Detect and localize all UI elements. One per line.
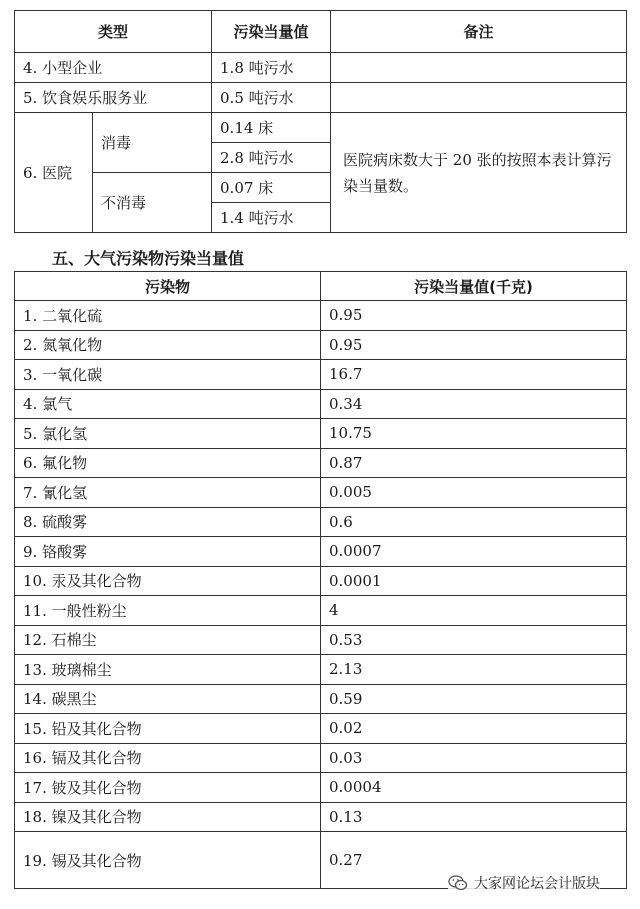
pollutant-value: 10.75 <box>321 419 627 449</box>
row-note <box>331 83 627 113</box>
air-pollutant-table <box>14 271 627 889</box>
row-note <box>331 53 627 83</box>
header-equivalent-value: 污染当量值 <box>212 11 331 53</box>
air-table-body <box>15 301 627 889</box>
pollutant-value: 0.02 <box>321 714 627 744</box>
water-pollutant-table <box>14 10 627 233</box>
pollutant-name: 19. 锡及其化合物 <box>15 832 321 889</box>
pollutant-name: 12. 石棉尘 <box>15 625 321 655</box>
pollutant-value: 0.34 <box>321 389 627 419</box>
section-title: 五、大气污染物污染当量值 <box>52 249 245 268</box>
table-row <box>15 448 627 478</box>
pollutant-name: 17. 铍及其化合物 <box>15 773 321 803</box>
table-row <box>15 330 627 360</box>
pollutant-name: 16. 镉及其化合物 <box>15 743 321 773</box>
pollutant-value: 0.0001 <box>321 566 627 596</box>
pollutant-name: 6. 氟化物 <box>15 448 321 478</box>
header-remarks: 备注 <box>331 11 627 53</box>
row-value: 1.4 吨污水 <box>212 203 331 233</box>
pollutant-name: 14. 碳黑尘 <box>15 684 321 714</box>
table-row <box>15 113 627 143</box>
pollutant-value: 0.95 <box>321 330 627 360</box>
row-value: 0.07 床 <box>212 173 331 203</box>
table-row <box>15 507 627 537</box>
pollutant-name: 11. 一般性粉尘 <box>15 596 321 626</box>
header-equivalent-kg: 污染当量值(千克) <box>321 272 627 301</box>
pollutant-name: 18. 镍及其化合物 <box>15 802 321 832</box>
watermark-text: 大家网论坛会计版块 <box>474 876 600 892</box>
pollutant-name: 3. 一氧化碳 <box>15 360 321 390</box>
pollutant-value: 0.03 <box>321 743 627 773</box>
pollutant-value: 0.95 <box>321 301 627 331</box>
row-value: 1.8 吨污水 <box>212 53 331 83</box>
row-value: 2.8 吨污水 <box>212 143 331 173</box>
table-row <box>15 596 627 626</box>
pollutant-value: 16.7 <box>321 360 627 390</box>
pollutant-value: 0.0004 <box>321 773 627 803</box>
row-type: 4. 小型企业 <box>15 53 212 83</box>
table-row <box>15 360 627 390</box>
hospital-label: 6. 医院 <box>15 113 93 233</box>
pollutant-value: 2.13 <box>321 655 627 685</box>
table-row <box>15 802 627 832</box>
pollutant-value: 0.87 <box>321 448 627 478</box>
wechat-icon <box>448 874 468 892</box>
table-row <box>15 625 627 655</box>
pollutant-name: 1. 二氧化硫 <box>15 301 321 331</box>
pollutant-value: 0.53 <box>321 625 627 655</box>
pollutant-value: 0.6 <box>321 507 627 537</box>
disinfect-label: 消毒 <box>93 113 212 173</box>
pollutant-value: 0.59 <box>321 684 627 714</box>
table-row <box>15 419 627 449</box>
table-row <box>15 389 627 419</box>
header-pollutant: 污染物 <box>15 272 321 301</box>
table-row <box>15 83 627 113</box>
table-row <box>15 53 627 83</box>
table-row <box>15 478 627 508</box>
row-value: 0.14 床 <box>212 113 331 143</box>
table-row <box>15 773 627 803</box>
no-disinfect-label: 不消毒 <box>93 173 212 233</box>
table-row <box>15 566 627 596</box>
pollutant-name: 13. 玻璃棉尘 <box>15 655 321 685</box>
pollutant-value: 4 <box>321 596 627 626</box>
pollutant-value: 0.005 <box>321 478 627 508</box>
pollutant-name: 2. 氮氧化物 <box>15 330 321 360</box>
table-row <box>15 714 627 744</box>
watermark <box>448 872 600 894</box>
row-value: 0.5 吨污水 <box>212 83 331 113</box>
table-row <box>15 743 627 773</box>
pollutant-name: 7. 氰化氢 <box>15 478 321 508</box>
row-type: 5. 饮食娱乐服务业 <box>15 83 212 113</box>
hospital-note: 医院病床数大于 20 张的按照本表计算污染当量数。 <box>331 113 627 233</box>
table-row <box>15 655 627 685</box>
pollutant-name: 4. 氯气 <box>15 389 321 419</box>
header-type: 类型 <box>15 11 212 53</box>
pollutant-value: 0.27 <box>321 832 627 889</box>
pollutant-name: 15. 铅及其化合物 <box>15 714 321 744</box>
pollutant-name: 5. 氯化氢 <box>15 419 321 449</box>
pollutant-name: 9. 铬酸雾 <box>15 537 321 567</box>
pollutant-value: 0.13 <box>321 802 627 832</box>
pollutant-name: 8. 硫酸雾 <box>15 507 321 537</box>
table-row <box>15 684 627 714</box>
pollutant-value: 0.0007 <box>321 537 627 567</box>
pollutant-name: 10. 汞及其化合物 <box>15 566 321 596</box>
table-row <box>15 537 627 567</box>
table-row <box>15 301 627 331</box>
